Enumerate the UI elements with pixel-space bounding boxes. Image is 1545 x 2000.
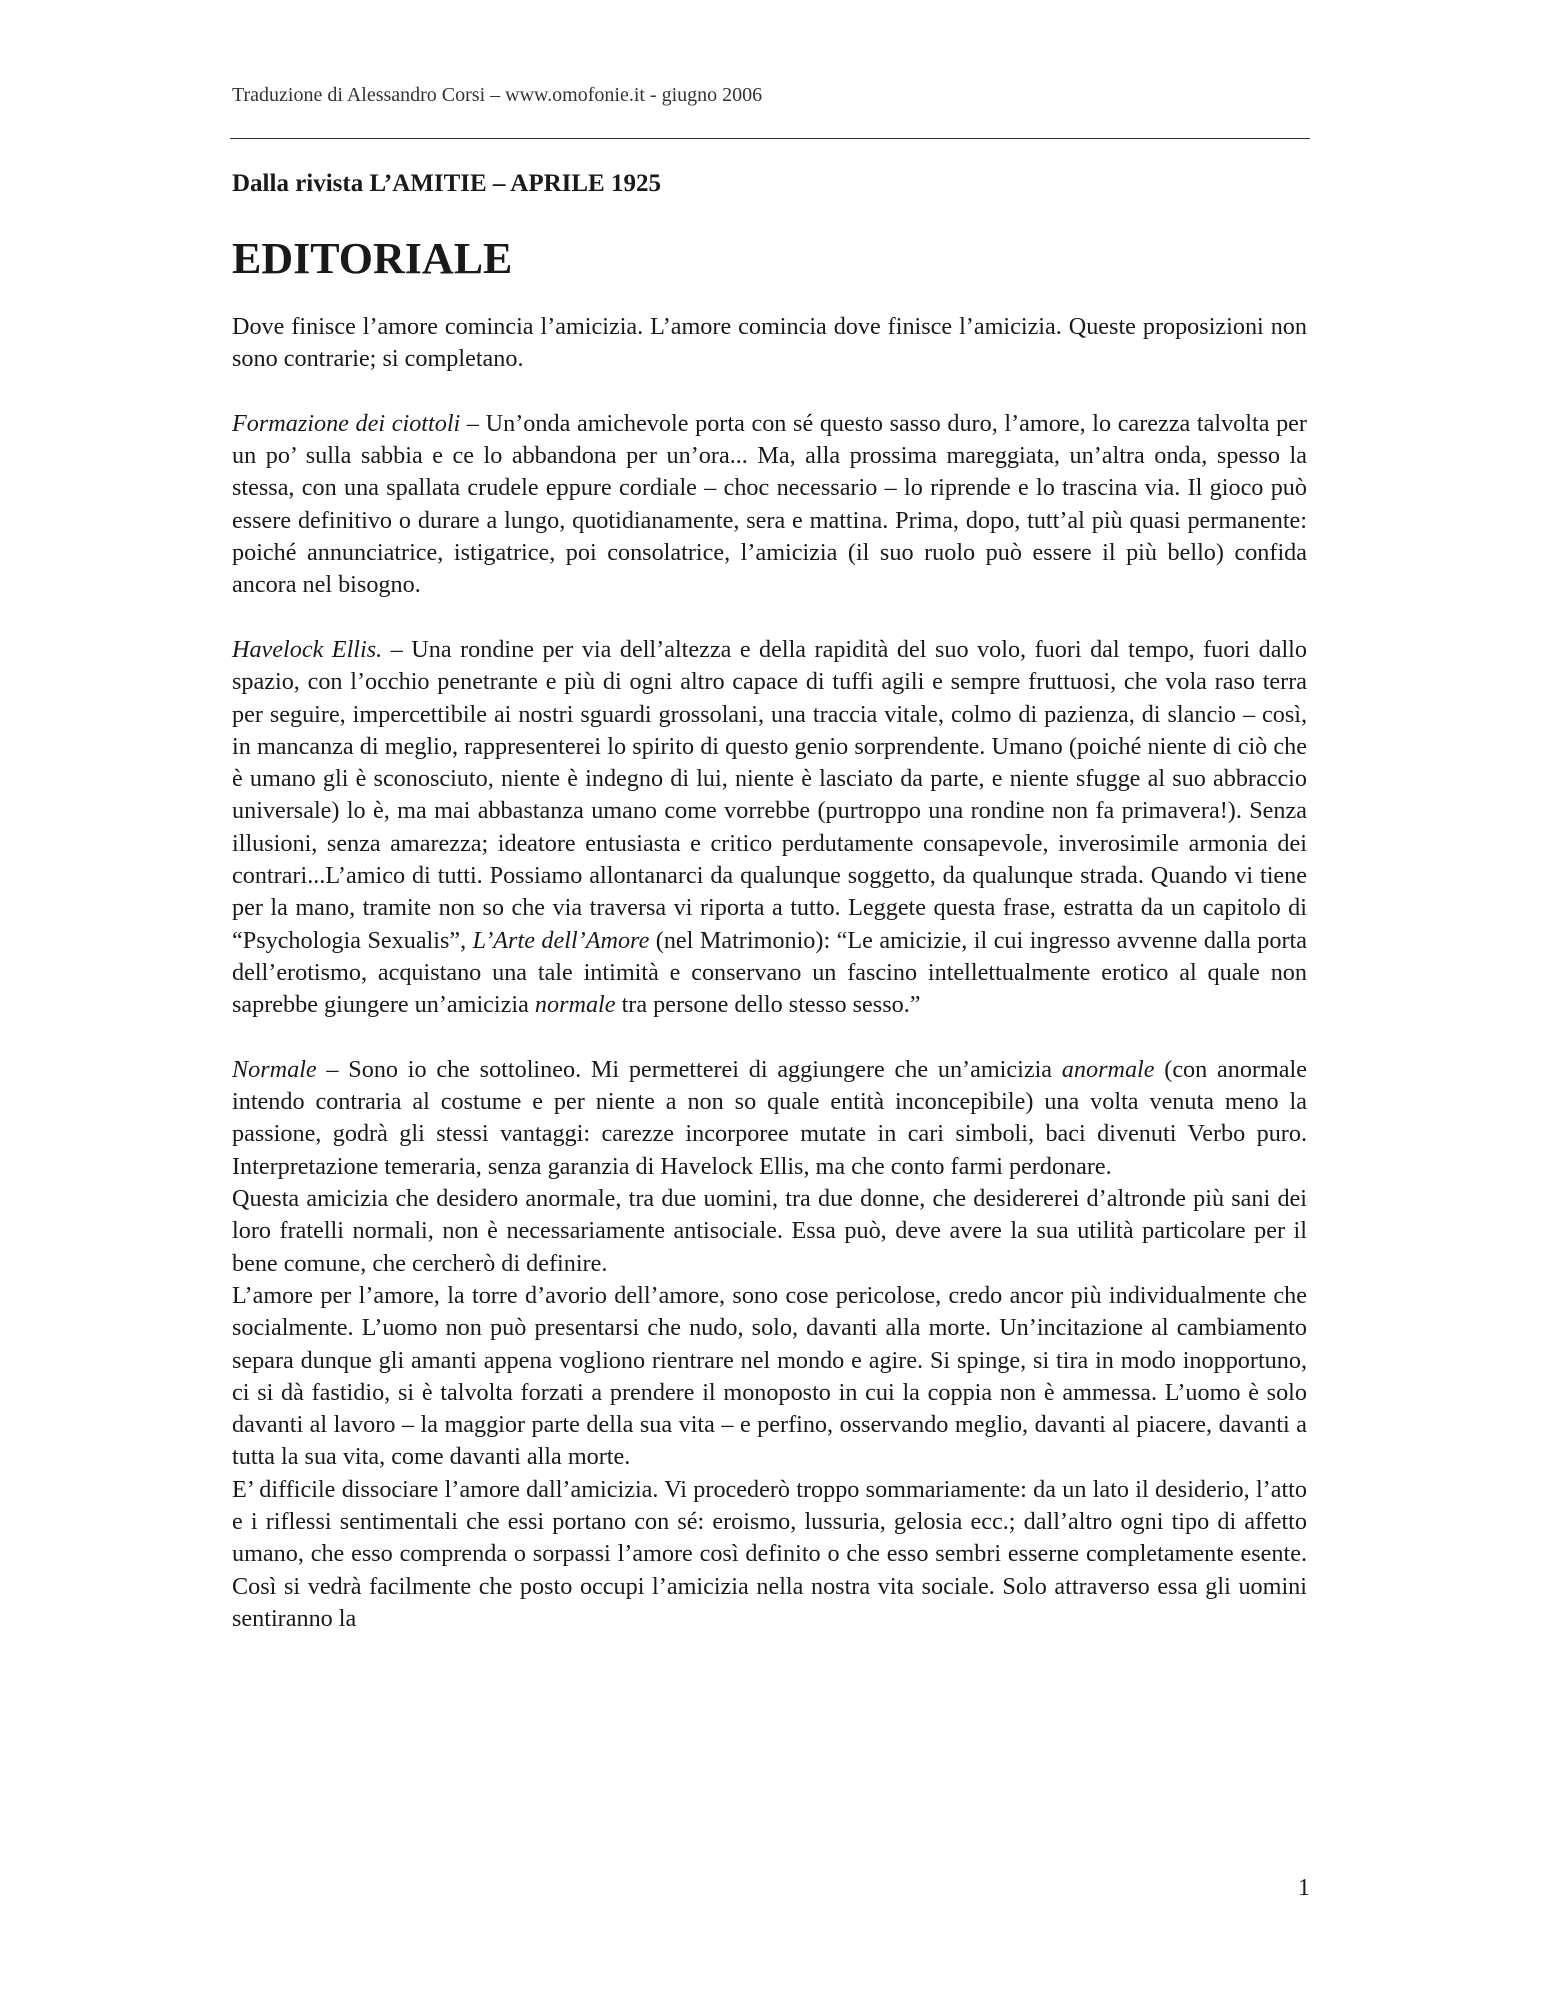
header-rule (230, 138, 1310, 139)
page-title: EDITORIALE (232, 234, 513, 283)
running-header: Traduzione di Alessandro Corsi – www.omofonie.it - giugno 2006 (232, 84, 763, 106)
page-number: 1 (1298, 1875, 1310, 1901)
source-line: Dalla rivista L’AMITIE – APRILE 1925 (232, 170, 661, 197)
paragraph-7: E’ difficile dissociare l’amore dall’amicizia. Vi procederò troppo sommariamente: da un lato il desiderio, l’atto e i riflessi sentimentali che essi portano con sé: eroismo, lussuria, gelosia ecc.; dall’altro ogni tipo di affetto umano, che esso comprenda o sorpassi l’amore così definito o che esso sembri esserne completamente esente. Così si vedrà facilmente che posto occupi l’amicizia nella nostra vita sociale. Solo attraverso essa gli uomini sentiranno la (232, 1475, 1307, 1632)
paragraph-3-emphasis: normale (534, 991, 616, 1019)
paragraph-3-book-title: L’Arte dell’Amore (472, 926, 650, 954)
paragraph-4-lead: Normale (232, 1055, 317, 1083)
paragraph-6: L’amore per l’amore, la torre d’avorio dell’amore, sono cose pericolose, credo ancor più individualmente che socialmente. L’uomo non può presentarsi che nudo, solo, davanti alla morte. Un’incitazione al cambiamento separa dunque gli amanti appena vogliono rientrare nel mondo e agire. Si spinge, si tira in modo inopportuno, ci si dà fastidio, si è talvolta forzati a prendere il monoposto in cui la coppia non è ammessa. L’uomo è solo davanti al lavoro – la maggior parte della sua vita – e perfino, osservando meglio, davanti al piacere, davanti a tutta la sua vita, come davanti alla morte. (232, 1281, 1307, 1471)
paragraph-4-text-b: (con anormale intendo contraria al costume e per niente a non so quale entità inconcepibile) una volta venuta meno la passione, godrà gli stessi vantaggi: carezze incorporee mutate in cari simboli, baci divenuti Verbo puro. Interpretazione temeraria, senza garanzia di Havelock Ellis, ma che conto farmi perdonare. (232, 1055, 1307, 1180)
paragraph-5: Questa amicizia che desidero anormale, tra due uomini, tra due donne, che desidererei d’altronde più sani dei loro fratelli normali, non è necessariamente antisociale. Essa può, deve avere la sua utilità particolare per il bene comune, che cercherò di definire. (232, 1185, 1307, 1277)
paragraph-1: Dove finisce l’amore comincia l’amicizia. L’amore comincia dove finisce l’amicizia. Queste proposizioni non sono contrarie; si completano. (232, 313, 1307, 373)
paragraph-3 (232, 634, 1307, 1022)
paragraph-4-text-a: – Sono io che sottolineo. Mi permetterei di aggiungere che un’amicizia (316, 1055, 1062, 1083)
paragraph-2-text: – Un’onda amichevole porta con sé questo sasso duro, l’amore, lo carezza talvolta per un po’ sulla sabbia e ce lo abbandona per un’ora... Ma, alla prossima mareggiata, un’altra onda, spesso la stessa, con una spallata crudele eppure cordiale – choc necessario – lo riprende e lo trascina via. Il gioco può essere definitivo o durare a lungo, quotidianamente, sera e mattina. Prima, dopo, tutt’al più quasi permanente: poiché annunciatrice, istigatrice, poi consolatrice, l’amicizia (il suo ruolo può essere il più bello) confida ancora nel bisogno. (232, 409, 1307, 599)
paragraph-2 (232, 408, 1307, 602)
paragraph-3-text-b: (nel Matrimonio): “Le amicizie, il cui ingresso avvenne dalla porta dell’erotismo, acquistano una tale intimità e conservano un fascino intellettualmente erotico al quale non saprebbe giungere un’amicizia (232, 926, 1308, 1019)
paragraph-3-text-c: tra persone dello stesso sesso.” (615, 991, 921, 1019)
paragraph-4-emphasis: anormale (1061, 1055, 1155, 1083)
paragraph-2-lead: Formazione dei ciottoli (232, 409, 461, 437)
paragraph-4 (232, 1054, 1307, 1183)
paragraph-3-text-a: – Una rondine per via dell’altezza e della rapidità del suo volo, fuori dal tempo, fuori dallo spazio, con l’occhio penetrante e più di ogni altro capace di tuffi agili e sempre fruttuosi, che vola raso terra per seguire, impercettibile ai nostri sguardi grossolani, una traccia vitale, colmo di pazienza, di slancio – così, in mancanza di meglio, rappresenterei lo spirito di questo genio sorprendente. Umano (poiché niente di ciò che è umano gli è sconosciuto, niente è indegno di lui, niente è lasciato da parte, e niente sfugge al suo abbraccio universale) lo è, ma mai abbastanza umano come vorrebbe (purtroppo una rondine non fa primavera!). Senza illusioni, senza amarezza; ideatore entusiasta e critico perdutamente consapevole, inverosimile armonia dei contrari...L’amico di tutti. Possiamo allontanarci da qualunque soggetto, da qualunque strada. Quando vi tiene per la mano, tramite non so che via traversa vi riporta a tutto. Leggete questa frase, estratta da un capitolo di “Psychologia Sexualis”, (232, 635, 1307, 954)
paragraph-3-lead: Havelock Ellis. (232, 635, 383, 663)
body-text (232, 311, 1307, 1635)
